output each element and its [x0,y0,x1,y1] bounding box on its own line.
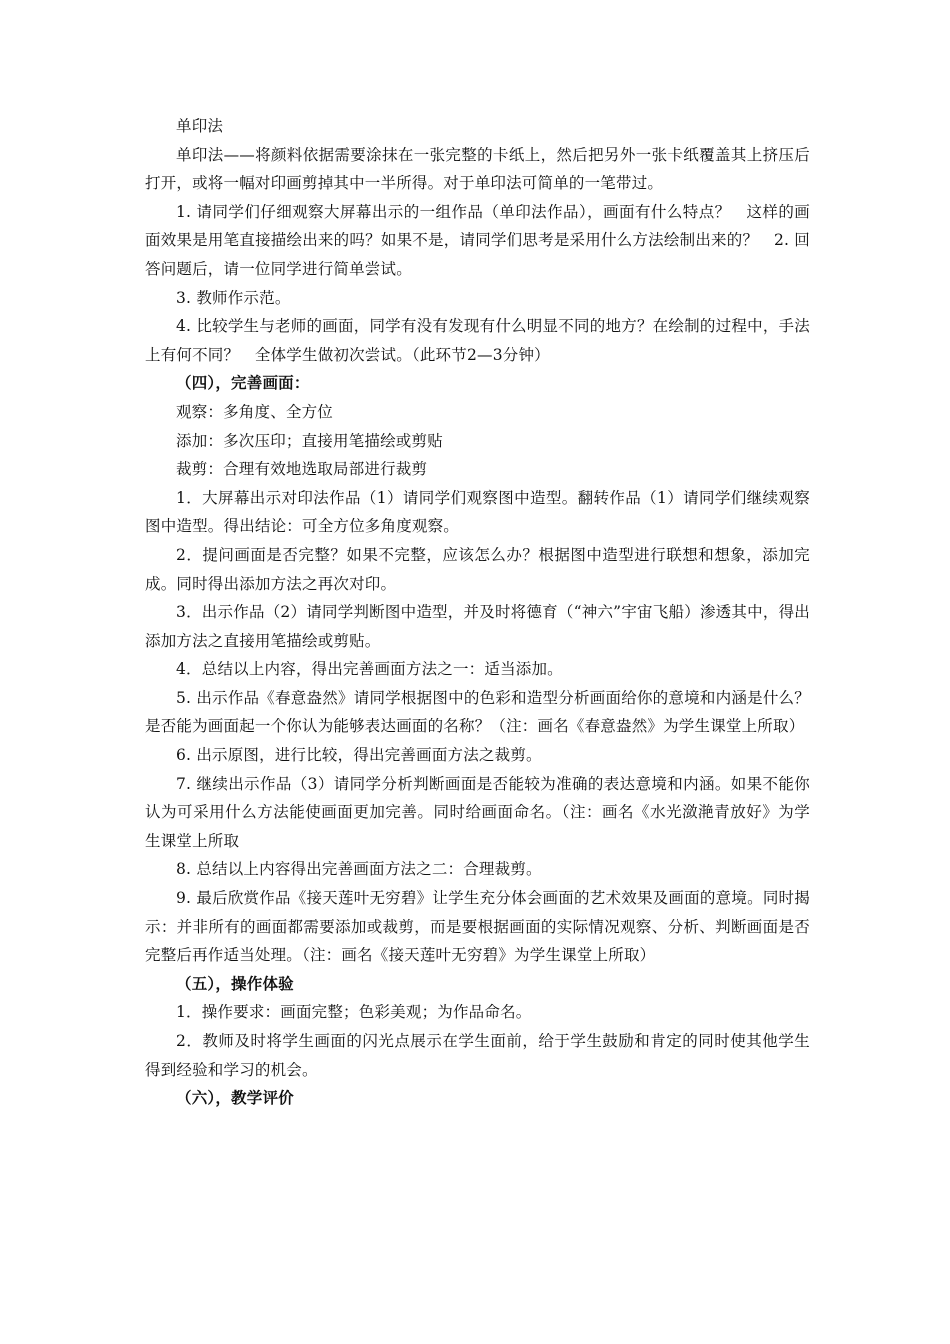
paragraph-title-danyinfa: 单印法 [176,117,224,135]
paragraph-item-2: 2．提问画面是否完整？如果不完整，应该怎么办？根据图中造型进行联想和想象，添加完成。同时得出添加方法之再次对印。 [145,545,810,593]
paragraph-item-1: 1．大屏幕出示对印法作品（1）请同学们观察图中造型。翻转作品（1）请同学们继续观察图中造型。得出结论：可全方位多角度观察。 [145,488,810,536]
paragraph-item-5: 5. 出示作品《春意盎然》请同学根据图中的色彩和造型分析画面给你的意境和内涵是什么？是否能为画面起一个你认为能够表达画面的名称？（注：画名《春意盎然》为学生课堂上所取） [145,688,810,736]
paragraph-item-7: 7. 继续出示作品（3）请同学分析判断画面是否能较为准确的表达意境和内涵。如果不能你认为可采用什么方法能使画面更加完善。同时给画面命名。（注：画名《水光潋滟青放好》为学生课堂上所取 [145,774,810,850]
paragraph-item-9: 9. 最后欣赏作品《接天莲叶无穷碧》让学生充分体会画面的艺术效果及画面的意境。同时揭示：并非所有的画面都需要添加或裁剪，而是要根据画面的实际情况观察、分析、判断画面是否完整后再作适当处理。（注：画名《接天莲叶无穷碧》为学生课堂上所取） [145,889,810,965]
paragraph-operation-1: 1．操作要求：画面完整；色彩美观；为作品命名。 [176,1003,532,1022]
paragraph-step-3: 3. 教师作示范。 [176,288,291,307]
heading-section-4: （四），完善画面： [176,373,310,393]
document-body [145,112,810,1113]
heading-section-6: （六），教学评价 [176,1088,294,1108]
paragraph-item-3: 3．出示作品（2）请同学判断图中造型，并及时将德育（“神六”宇宙飞船）渗透其中，得出添加方法之直接用笔描绘或剪贴。 [145,603,810,650]
paragraph-crop: 裁剪：合理有效地选取局部进行裁剪 [176,460,428,479]
paragraph-item-6: 6. 出示原图，进行比较，得出完善画面方法之裁剪。 [176,746,542,765]
paragraph-operation-2: 2．教师及时将学生画面的闪光点展示在学生面前，给于学生鼓励和肯定的同时使其他学生得到经验和学习的机会。 [145,1032,810,1079]
paragraph-step-4: 4. 比较学生与老师的画面，同学有没有发现有什么明显不同的地方？在绘制的过程中，手法上有何不同？ 全体学生做初次尝试。（此环节2—3分钟） [145,317,810,364]
paragraph-item-4: 4．总结以上内容，得出完善画面方法之一：适当添加。 [176,660,563,679]
paragraph-item-8: 8. 总结以上内容得出完善画面方法之二：合理裁剪。 [176,860,542,879]
paragraph-observe: 观察：多角度、全方位 [176,402,334,421]
paragraph-add: 添加：多次压印；直接用笔描绘或剪贴 [176,431,443,450]
heading-section-5: （五），操作体验 [176,973,294,993]
paragraph-danyinfa-definition: 单印法——将颜料依据需要涂抹在一张完整的卡纸上，然后把另外一张卡纸覆盖其上挤压后打开，或将一幅对印画剪掉其中一半所得。对于单印法可简单的一笔带过。 [145,145,810,193]
paragraph-step-1: 1. 请同学们仔细观察大屏幕出示的一组作品（单印法作品），画面有什么特点？ 这样的画面效果是用笔直接描绘出来的吗？如果不是，请同学们思考是采用什么方法绘制出来的？ 2. 回答问题后，请一位同学进行简单尝试。 [145,202,810,278]
